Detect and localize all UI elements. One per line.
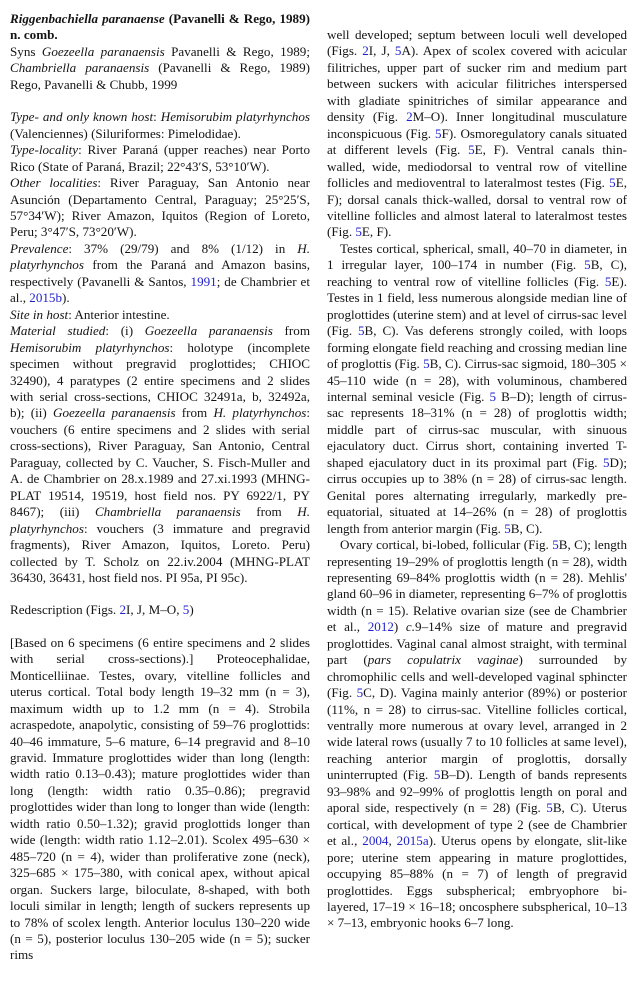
text-run: Chambriella paranaensis: [10, 60, 150, 76]
text-run: E, F). Ventral canals thin-walled, wide, mediodorsal to ventral row of vitelline follicles and medioventral to lateralmost testes (Fig.: [327, 142, 627, 191]
text-run: H. platyrhynchos: [10, 240, 310, 273]
text-run: ,: [388, 833, 397, 849]
text-run: : 37% (29/79) and 8% (1/12) in: [68, 240, 298, 256]
text-run: (Pavanelli & Rego, 1989) Rego, Pavanelli & Chubb, 1999: [10, 60, 310, 92]
citation-link[interactable]: 5: [355, 224, 362, 240]
text-run: Site in host: [10, 306, 69, 322]
citation-link[interactable]: 1991: [190, 273, 217, 289]
citation-link[interactable]: 5: [468, 142, 475, 158]
text-run: (Pavanelli & Rego, 1989) n. comb.: [10, 11, 310, 43]
text-run: H. platyrhynchos: [213, 405, 307, 421]
text-run: D); cirrus occupies up to 38% (n = 28) of cirrus-sac length. Genital pores alternating irregularly, markedly pre-equatorial, situated at 14–26% (n = 28) of proglottis length from anterior margin (Fig.: [327, 454, 627, 536]
citation-link[interactable]: 5: [394, 43, 402, 59]
text-run: Pavanelli & Rego, 1989;: [164, 43, 310, 59]
text-run: B, C), reaching to ventral row of vitelline follicles (Fig.: [327, 257, 627, 289]
redescription-continued: [327, 27, 627, 241]
text-run: [Based on 6 specimens (6 entire specimens and 2 slides with serial cross-sections).] Proteocephalidae, Monticelliinae. Testes, ovary, vitelline follicles and uterus cortical. Total body length 19–32 mm (n = 3), maximum width up to 1.2 mm (n = 4). Strobila acraspedote, anapolytic, consisting of 59–76 proglottids: 40–46 immature, 5–6 mature, 6–14 pregravid and 8–10 gravid. Immature proglottides wider than long (length: width ratio 0.13–0.43); mature proglottides wider than long (length: width ratio 0.35–0.86); pregravid proglottides wider than long to longer than wide (length: width ratio 0.50–1.32); gravid proglottids longer than wide (length: width ratio 1.12–2.01). Scolex 495–630 × 485–720 (n = 4), wider than proliferative zone (neck), 325–685 × 175–380, with conical apex, without apical organ. Suckers large, biloculate, 8-shaped, with both loculi similar in length; length of suckers represents up to 78% of scolex length. Anterior loculus 130–220 wide (n = 5), posterior loculus 130–205 wide (n = 5); sucker rims: [10, 634, 310, 963]
citation-link[interactable]: 5: [358, 323, 365, 339]
prevalence: [10, 241, 310, 307]
text-run: B, C); length representing 19–29% of proglottis length (n = 28), width representing 69–84% proglottis width (n = 28). Mehlis' gland 60–96 in diameter, representing 6–7% of proglottis width (n = 15). Relative ovarian size (see de Chambrier et al.,: [327, 537, 627, 635]
citation-link[interactable]: 5: [356, 685, 364, 701]
text-run: B–D); length of cirrus-sac represents 18–31% (n = 28) of proglottis width; middle part of cirrus-sac muscular, with sinuous ejaculatory duct. Cirrus short, containing inverted T-shaped ejaculatory duct in its proximal part (Fig.: [327, 388, 628, 470]
citation-link[interactable]: 5: [546, 800, 553, 816]
text-run: Type-locality: [10, 142, 79, 158]
text-run: Riggenbachiella paranaense: [10, 11, 165, 26]
text-run: c.: [405, 619, 416, 635]
text-run: well developed; septum between loculi well developed (Figs.: [327, 27, 627, 59]
text-run: from: [175, 405, 214, 421]
synonyms: [10, 44, 310, 93]
type-host: [10, 109, 310, 142]
citation-link[interactable]: 5: [504, 520, 511, 536]
text-run: I, J, M–O,: [126, 602, 183, 618]
text-run: : vouchers (3 immature and pregravid fragments), River Amazon, Iquitos, Loreto. Peru) collected by T. Scholz on 22.iv.2004 (MHNG-PLAT 36430, 36431, host field nos. PI 95a, PI 95c).: [10, 520, 310, 585]
text-run: from: [272, 323, 310, 339]
citation-link[interactable]: 5: [552, 537, 559, 553]
text-run: ): [393, 619, 406, 635]
testes-paragraph: [327, 241, 627, 537]
citation-link[interactable]: 2: [119, 602, 127, 618]
text-run: Goezeella paranaensis: [52, 405, 176, 421]
text-run: : (i): [105, 323, 145, 339]
text-run: Material studied: [10, 323, 106, 339]
text-run: B–D). Length of bands represents 93–98% and 92–99% of proglottis length on poral and aporal side, respectively (n = 28) (Fig.: [327, 767, 628, 816]
text-run: 9–14% size of mature and pregravid proglottides. Vaginal canal almost straight, with terminal part (: [327, 619, 627, 668]
text-run: Goezeella paranaensis: [144, 323, 273, 339]
citation-link[interactable]: 5: [435, 125, 442, 141]
text-run: H. platyrhynchos: [10, 504, 311, 536]
left-column: [10, 11, 310, 964]
text-run: ) surrounded by chromophilic cells and well-developed vaginal sphincter (Fig.: [327, 652, 627, 701]
text-run: B, C). Cirrus-sac sigmoid, 180–305 × 45–110 wide (n = 28), with voluminous, chambered internal seminal vesicle (Fig.: [327, 356, 627, 404]
text-run: from the Paraná and Amazon basins, respectively (Pavanelli & Santos,: [10, 257, 310, 289]
text-run: Syns: [10, 43, 42, 59]
text-run: A). Apex of scolex covered with acicular filitriches, upper part of sucker rim and medium part between suckers with acicular filitriches interspersed with gladiate spinitriches of similar appearance and density (Fig.: [327, 43, 627, 125]
text-run: E). Testes in 1 field, less numerous alongside median line of proglottides (uterine stem) and at level of cirrus-sac level (Fig.: [327, 273, 627, 339]
citation-link[interactable]: 5: [604, 273, 612, 289]
citation-link[interactable]: 2012: [367, 619, 394, 635]
text-run: Prevalence: [10, 240, 69, 256]
material-studied: [10, 323, 310, 586]
text-run: from: [240, 504, 298, 520]
citation-link[interactable]: 5: [182, 602, 190, 618]
text-run: : holotype (incomplete specimen without pregravid proglottides; CHIOC 32490), 4 paratypes (2 entire specimens and 2 slides with serial cross-sections, CHIOC 32491a, b, 32492a, b); (ii): [10, 339, 310, 421]
text-run: ). Uterus opens by elongate, slit-like pore; uterine stem appearing in mature proglottides, occupying 85–88% (n = 7) of length of pregravid proglottides. Eggs subspherical; embryophore bi-layered, 17–19 × 16–18; oncosphere subspherical, 10–13 × 7–13, embryonic hooks 6–7 long.: [327, 833, 627, 931]
citation-link[interactable]: 2004: [362, 833, 389, 849]
redescription-heading: [10, 602, 310, 618]
text-run: Other localities: [10, 175, 98, 191]
other-localities: [10, 175, 310, 241]
text-run: I, J,: [368, 43, 395, 59]
citation-link[interactable]: 2015b: [29, 290, 63, 306]
text-run: F). Osmoregulatory canals situated at different levels (Fig.: [327, 125, 627, 158]
text-run: ).: [62, 290, 70, 306]
right-column: [327, 11, 627, 964]
text-run: E, F).: [361, 224, 392, 240]
text-run: : vouchers (6 entire specimens and 2 slides with serial cross-sections), River Paraguay, San Antonio, Central Paraguay, collected by C. Vaucher, S. Fisch-Muller and A. de Chambrier on 28.x.1989 and 27.xi.1993 (MHNG-PLAT 19514, 19519, host field nos. PY 6922/1, PY 8467); (iii): [10, 405, 311, 520]
text-run: :: [153, 109, 161, 125]
text-run: B, C). Vas deferens strongly coiled, with loops forming elongate field reaching and crossing median line of proglottis (Fig.: [327, 323, 627, 372]
text-run: Hemisorubim platyrhynchos: [10, 339, 170, 355]
text-run: Type- and only known host: [10, 109, 154, 125]
citation-link[interactable]: 5: [602, 454, 610, 470]
text-run: Ovary cortical, bi-lobed, follicular (Fig.: [340, 537, 553, 553]
text-run: : Anterior intestine.: [68, 306, 170, 322]
text-run: pars copulatrix vaginae: [367, 652, 519, 668]
text-run: E, F); dorsal canals thick-walled, dorsal to ventral row of vitelline follicles and almost lateral to lateralmost testes (Fig.: [327, 175, 627, 240]
citation-link[interactable]: 2: [362, 43, 369, 59]
text-run: (Valenciennes) (Siluriformes: Pimelodidae).: [10, 125, 241, 141]
text-run: B, C).: [510, 520, 543, 536]
text-run: Hemisorubim platyrhynchos: [160, 109, 310, 125]
text-run: Goezeella paranaensis: [41, 43, 165, 59]
species-heading: [10, 11, 310, 44]
text-run: C, D). Vagina mainly anterior (89%) or posterior (11%, n = 28) to cirrus-sac. Vitelline follicles cortical, ventrally more numerous at ovary level, arranged in 2 wide lateral rows (usually 7 to 10 follicles at same level), reaching anterior margin of proglottis, dorsally uninterrupted (Fig.: [327, 685, 628, 783]
type-locality: [10, 142, 310, 175]
text-run: Redescription (Figs.: [10, 602, 120, 618]
citation-link[interactable]: 5: [584, 257, 591, 273]
citation-link[interactable]: 5: [489, 388, 497, 404]
citation-link[interactable]: 2015a: [396, 833, 429, 849]
text-run: Chambriella paranaensis: [94, 504, 241, 520]
text-run: : River Paraná (upper reaches) near Porto Rico (State of Paraná, Brazil; 22°43′S, 53°10′W).: [10, 142, 310, 174]
citation-link[interactable]: 5: [609, 175, 616, 191]
citation-link[interactable]: 5: [423, 356, 430, 372]
text-run: ): [189, 602, 194, 618]
text-run: B, C). Uterus cortical, with development of type 2 (see de Chambrier et al.,: [327, 800, 627, 849]
site-in-host: [10, 307, 310, 323]
citation-link[interactable]: 5: [433, 767, 441, 783]
text-run: M–O). Inner longitudinal musculature inconspicuous (Fig.: [327, 109, 627, 141]
text-run: Testes cortical, spherical, small, 40–70 in diameter, in 1 irregular layer, 100–174 in number (Fig.: [327, 240, 627, 273]
citation-link[interactable]: 2: [406, 109, 413, 125]
redescription-body: [10, 635, 310, 964]
ovary-paragraph: [327, 537, 627, 932]
text-run: : River Paraguay, San Antonio near Asunción (Departamento Central, Paraguay; 25°25′S, 57°34′W); River Amazon, Iquitos (Region of Loreto, Peru; 3°47′S, 73°20′W).: [10, 175, 310, 240]
text-run: ; de Chambrier et al.,: [10, 273, 310, 306]
